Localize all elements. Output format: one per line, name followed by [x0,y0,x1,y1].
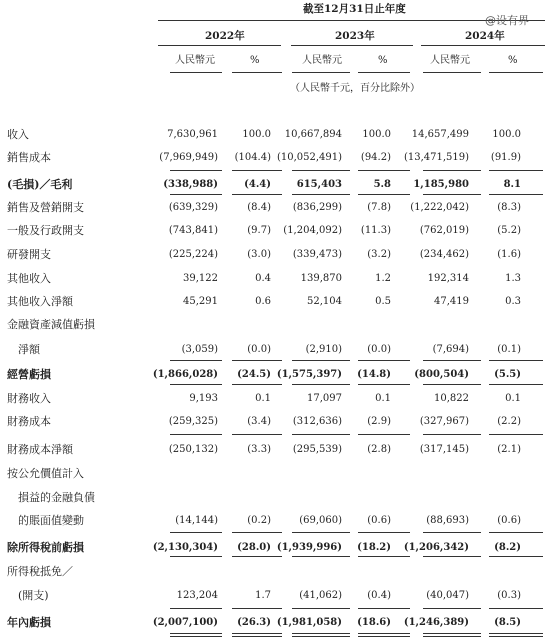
subheader-underline [232,72,282,73]
table-cell: (1,246,389) [403,617,469,628]
table-cell: (26.3) [237,617,271,628]
table-cell: (9.7) [247,225,271,236]
table-cell: (104.4) [234,152,271,163]
subtotal-rule [358,633,410,634]
subtotal-rule [292,170,350,171]
subtotal-rule [232,434,282,435]
table-cell: 123,204 [176,590,218,601]
row-label: (毛損)／毛利 [7,178,73,191]
table-cell: (317,145) [419,444,469,455]
table-cell: (40,047) [426,590,469,601]
row-label: 其他收入 [7,272,51,285]
row-label: 收入 [7,128,29,141]
table-cell: (836,299) [292,202,342,213]
table-cell: (1,222,042) [410,202,469,213]
row-label: 金融資產減值虧損 [7,318,95,331]
table-cell: (14.8) [357,369,391,380]
subtotal-rule [358,532,410,533]
subtotal-rule [170,633,222,634]
table-cell: (250,132) [168,444,218,455]
row-label: 研發開支 [7,248,51,261]
subheader-underline [170,72,222,73]
table-cell: (2.8) [367,444,391,455]
subtotal-rule [232,384,282,385]
table-cell: (327,967) [419,416,469,427]
table-cell: (1,866,028) [152,369,218,380]
table-cell: 100.0 [492,129,521,140]
table-cell: 139,870 [300,273,342,284]
subtotal-rule [489,360,543,361]
table-cell: 1.2 [375,273,391,284]
table-cell: (0.0) [247,344,271,355]
table-cell: (0.2) [247,515,271,526]
table-cell: (1.6) [497,249,521,260]
subtotal-rule [232,608,282,609]
table-cell: (800,504) [414,369,469,380]
table-cell: (3.2) [367,249,391,260]
row-label: 銷售成本 [7,151,51,164]
table-cell: (743,841) [168,225,218,236]
subtotal-rule [358,434,410,435]
subtotal-rule [423,384,481,385]
table-cell: (2.9) [367,416,391,427]
table-cell: (1,981,058) [276,617,342,628]
table-cell: (7.8) [367,202,391,213]
subheader-underline [489,72,543,73]
row-label: 淨額 [7,343,40,356]
year-underline [158,45,281,46]
table-cell: 100.0 [362,129,391,140]
table-cell: 1.7 [255,590,271,601]
subtotal-rule [292,556,350,557]
row-label: 經營虧損 [7,368,51,381]
subtotal-rule [489,434,543,435]
table-cell: (28.0) [237,542,271,553]
table-cell: (18.6) [357,617,391,628]
subheader-underline [358,72,410,73]
table-cell: (339,473) [292,249,342,260]
table-cell: 14,657,499 [411,129,469,140]
table-cell: (8.2) [494,542,521,553]
subtotal-rule [292,434,350,435]
subtotal-rule [232,170,282,171]
year-heading: 2022年 [205,30,245,42]
table-cell: (2.2) [497,416,521,427]
subtotal-rule [423,608,481,609]
table-cell: 615,403 [296,179,342,190]
row-label: 的賬面值變動 [7,514,84,527]
subtotal-rule [232,532,282,533]
table-cell: 7,630,961 [167,129,218,140]
subtotal-rule [292,360,350,361]
table-cell: (8.4) [247,202,271,213]
table-cell: (0.4) [367,590,391,601]
subtotal-rule [292,384,350,385]
table-cell: 0.1 [505,393,521,404]
table-cell: (5.2) [497,225,521,236]
subtotal-rule [489,194,543,195]
subheader-underline [423,72,481,73]
subtotal-rule [358,170,410,171]
table-cell: 0.3 [505,296,521,307]
table-cell: (41,062) [299,590,342,601]
table-cell: (69,060) [299,515,342,526]
table-cell: (3.4) [247,416,271,427]
year-heading: 2024年 [465,30,505,42]
subtotal-rule [232,633,282,634]
table-cell: (0.6) [497,515,521,526]
year-heading: 2023年 [335,30,375,42]
subtotal-rule [292,194,350,195]
subtotal-rule [232,360,282,361]
table-cell: (3,059) [181,344,218,355]
table-cell: (10,052,491) [276,152,342,163]
percent-heading: % [508,55,518,66]
table-cell: 0.1 [375,393,391,404]
table-cell: 1.3 [505,273,521,284]
row-label: (開支) [7,589,49,602]
table-cell: 0.1 [255,393,271,404]
subtotal-rule [292,636,350,637]
watermark-text: @设有界 [485,14,529,27]
row-label: 財務成本淨額 [7,443,73,456]
table-cell: (88,693) [426,515,469,526]
table-cell: (1,575,397) [276,369,342,380]
table-cell: (24.5) [237,369,271,380]
subtotal-rule [170,170,222,171]
subtotal-rule [170,434,222,435]
subtotal-rule [358,194,410,195]
table-cell: (0.1) [497,344,521,355]
table-cell: 0.6 [255,296,271,307]
row-label: 除所得稅前虧損 [7,541,84,554]
subtotal-rule [423,636,481,637]
subtotal-rule [423,434,481,435]
table-cell: (14,144) [175,515,218,526]
unit-note: （人民幣千元，百分比除外） [290,83,420,94]
table-cell: 5.8 [373,179,391,190]
subtotal-rule [232,556,282,557]
table-cell: (94.2) [360,152,391,163]
unit-heading: 人民幣元 [302,55,342,66]
table-cell: (5.5) [494,369,521,380]
subtotal-rule [170,532,222,533]
subtotal-rule [423,532,481,533]
table-cell: 39,122 [183,273,218,284]
table-cell: 1,185,980 [413,179,469,190]
subtotal-rule [170,360,222,361]
year-underline [421,45,545,46]
table-cell: (8.5) [494,617,521,628]
table-cell: 100.0 [242,129,271,140]
subtotal-rule [489,556,543,557]
row-label: 財務成本 [7,415,51,428]
subtotal-rule [358,636,410,637]
table-cell: (0.3) [497,590,521,601]
table-cell: (225,224) [168,249,218,260]
subtotal-rule [489,608,543,609]
subtotal-rule [292,608,350,609]
table-cell: (7,694) [432,344,469,355]
table-cell: (3.3) [247,444,271,455]
table-cell: 8.1 [503,179,521,190]
table-cell: (2,007,100) [152,617,218,628]
table-cell: 10,667,894 [284,129,342,140]
table-cell: 45,291 [183,296,218,307]
subtotal-rule [358,384,410,385]
table-cell: 47,419 [434,296,469,307]
subtotal-rule [292,532,350,533]
table-cell: (1,204,092) [283,225,342,236]
row-label: 年內虧損 [7,616,51,629]
table-cell: 10,822 [434,393,469,404]
row-label: 財務收入 [7,392,51,405]
subtotal-rule [423,194,481,195]
subtotal-rule [489,532,543,533]
subtotal-rule [358,556,410,557]
subtotal-rule [170,608,222,609]
table-cell: (2,910) [305,344,342,355]
table-cell: 0.5 [375,296,391,307]
table-cell: (2.1) [497,444,521,455]
table-cell: (338,988) [163,179,218,190]
table-cell: 192,314 [427,273,469,284]
table-cell: 52,104 [307,296,342,307]
subtotal-rule [423,556,481,557]
table-cell: 9,193 [189,393,218,404]
subtotal-rule [170,556,222,557]
table-cell: (1,939,996) [276,542,342,553]
row-label: 按公允價值計入 [7,467,84,480]
subtotal-rule [170,636,222,637]
year-underline [291,45,413,46]
table-cell: (3.0) [247,249,271,260]
unit-heading: 人民幣元 [430,55,470,66]
subtotal-rule [232,636,282,637]
subtotal-rule [358,360,410,361]
table-cell: (8.3) [497,202,521,213]
row-label: 一般及行政開支 [7,224,84,237]
row-label: 損益的金融負債 [7,491,95,504]
table-cell: (295,539) [292,444,342,455]
subtotal-rule [489,170,543,171]
table-cell: 0.4 [255,273,271,284]
subtotal-rule [292,633,350,634]
table-cell: (0.6) [367,515,391,526]
subtotal-rule [423,633,481,634]
table-cell: (4.4) [244,179,271,190]
table-cell: (312,636) [292,416,342,427]
subtotal-rule [489,633,543,634]
subtotal-rule [423,360,481,361]
row-label: 所得稅抵免／ [7,565,73,578]
table-cell: (2,130,304) [152,542,218,553]
table-cell: 17,097 [307,393,342,404]
table-cell: (13,471,519) [403,152,469,163]
row-label: 銷售及營銷開支 [7,201,84,214]
table-cell: (639,329) [168,202,218,213]
percent-heading: % [378,55,388,66]
table-cell: (11.3) [360,225,391,236]
row-label: 其他收入淨額 [7,295,73,308]
percent-heading: % [250,55,260,66]
unit-heading: 人民幣元 [175,55,215,66]
table-cell: (234,462) [419,249,469,260]
subtotal-rule [232,194,282,195]
subtotal-rule [489,384,543,385]
subtotal-rule [489,636,543,637]
subheader-underline [292,72,350,73]
table-cell: (1,206,342) [403,542,469,553]
period-heading: 截至12月31日止年度 [303,3,406,15]
subtotal-rule [358,608,410,609]
subtotal-rule [170,194,222,195]
subtotal-rule [423,170,481,171]
table-cell: (18.2) [357,542,391,553]
subtotal-rule [170,384,222,385]
table-cell: (762,019) [419,225,469,236]
table-cell: (0.0) [367,344,391,355]
table-cell: (7,969,949) [159,152,218,163]
table-cell: (91.9) [490,152,521,163]
table-cell: (259,325) [168,416,218,427]
